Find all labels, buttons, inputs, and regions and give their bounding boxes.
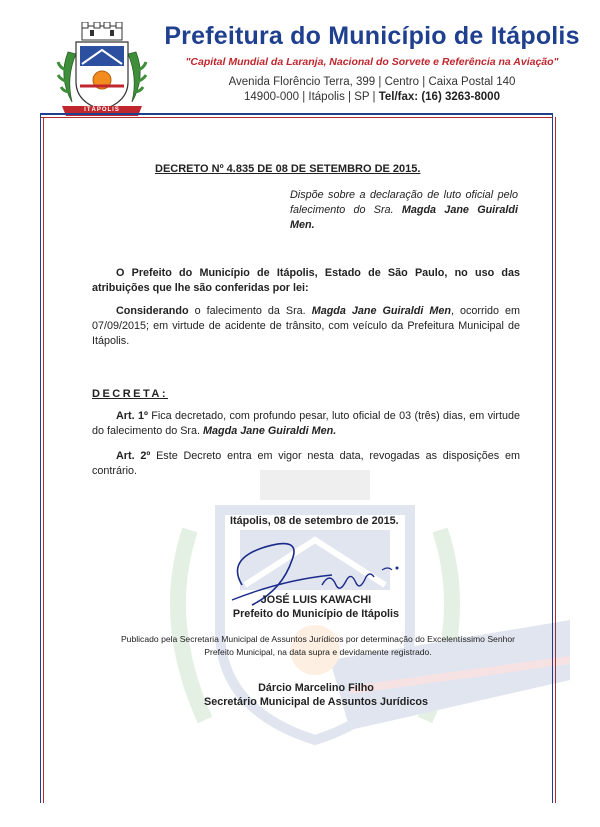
- decree-date: Itápolis, 08 de setembro de 2015.: [230, 515, 399, 527]
- signer-name: JOSÉ LUIS KAWACHI: [260, 594, 372, 606]
- header-address-city: 14900-000 | Itápolis | SP |: [244, 91, 379, 103]
- frame-top-line: [40, 113, 552, 115]
- article-1: [92, 409, 520, 439]
- header-address-line1: Avenida Florêncio Terra, 399 | Centro | Caixa Postal 140: [228, 76, 516, 88]
- decree-preamble: O Prefeito do Município de Itápolis, Estado de São Paulo, no uso das atribuições que lhe são conferidas por lei:: [92, 267, 520, 294]
- decree-summary-text: Dispõe sobre a declaração de luto oficial pelo falecimento do Sra.: [290, 189, 518, 216]
- considering-name: Magda Jane Guiraldi Men: [311, 305, 451, 317]
- header-phone: Tel/fax: (16) 3263-8000: [378, 91, 500, 103]
- secretary-role: Secretário Municipal de Assuntos Jurídicos: [204, 696, 428, 708]
- crest-banner-text: ITÁPOLIS: [84, 107, 120, 113]
- header-title: Prefeitura do Município de Itápolis: [164, 22, 580, 50]
- article-1-name: Magda Jane Guiraldi Men.: [203, 425, 337, 437]
- secretary-name: Dárcio Marcelino Filho: [258, 682, 374, 694]
- article-2-lead: Art. 2º: [116, 450, 151, 462]
- frame-left-line: [40, 113, 41, 803]
- decree-summary: [290, 188, 518, 233]
- considering-text-2: , ocorrido em 07/09/2015; em virtude de acidente de trânsito, com veículo da Prefeitura Municipal de Itápolis.: [92, 305, 520, 347]
- header-slogan: "Capital Mundial da Laranja, Nacional do Sorvete e Referência na Aviação": [185, 56, 559, 68]
- header-address-line2: [162, 91, 582, 103]
- frame-left-line-accent: [43, 117, 44, 803]
- decree-summary-name: Magda Jane Guiraldi Men.: [290, 204, 518, 231]
- frame-top-line-accent: [40, 117, 552, 118]
- considering-lead: Considerando: [116, 305, 189, 317]
- considering-text-1: o falecimento da Sra.: [188, 305, 312, 317]
- considering-paragraph: [92, 304, 520, 349]
- decreta-heading: DECRETA:: [92, 388, 169, 400]
- article-2-text: Este Decreto entra em vigor nesta data, revogadas as disposições em contrário.: [92, 450, 520, 477]
- publication-note: Publicado pela Secretaria Municipal de Assuntos Jurídicos por determinação do Excelentíssimo Senhor Prefeito Municipal, na data supra e devidamente registrado.: [120, 634, 516, 657]
- decree-title: DECRETO Nº 4.835 DE 08 DE SETEMBRO DE 2015.: [155, 163, 421, 175]
- article-1-lead: Art. 1º: [116, 410, 148, 422]
- article-2: [92, 449, 520, 479]
- signer-role: Prefeito do Município de Itápolis: [232, 608, 400, 620]
- article-1-text: Fica decretado, com profundo pesar, luto oficial de 03 (três) dias, em virtude do falecimento do Sra.: [92, 410, 521, 437]
